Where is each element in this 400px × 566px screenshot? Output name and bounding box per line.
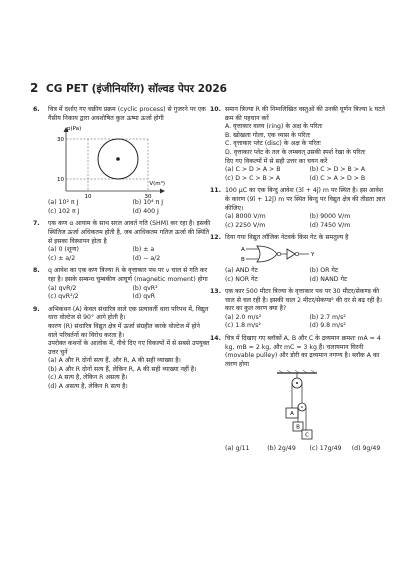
svg-text:A: A (290, 411, 294, 418)
y-tick-label: 30 (57, 137, 64, 144)
or-gate-icon (257, 246, 277, 262)
question-number: 10. (210, 106, 221, 113)
question-text: q आवेश का एक कण त्रिज्या R के वृत्ताकार पथ पर v चाल से गति कर रहा है। इसके सम्बन्ध चुम्बकीय आघूर्ण (magnetic moment) होगा (48, 267, 208, 283)
options (48, 246, 211, 263)
option-d: (d) NAND गेट (309, 275, 348, 283)
option-c: (c) 17g/49 (309, 445, 342, 453)
option-c: (c) qvR²/2 (48, 293, 79, 301)
option-a: (a) AND गेट (225, 266, 258, 274)
option-b: (b) 10⁴ π J (132, 199, 164, 207)
option-d: (d) 7450 V/m (309, 221, 351, 229)
y-axis-label: p(Pa) (67, 126, 82, 133)
instruction-text: उपरोक्त कथनों के आलोक में, नीचे दिए गए विकल्पों में से सबसे उपयुक्त उत्तर चुनें (48, 340, 210, 356)
option-c: (c) 102 π J (48, 207, 80, 215)
page-header (30, 81, 227, 96)
x-tick-label: 30 (144, 194, 152, 200)
option-b: (b) OR गेट (309, 266, 338, 274)
option-d: (d) C > A > D > B (309, 174, 366, 182)
x-axis-label: V(m³) (149, 181, 165, 188)
option-c: (c) ± a/2 (48, 254, 76, 262)
question-13 (210, 288, 388, 331)
options (225, 166, 388, 183)
option-a: (a) g/11 (225, 445, 250, 453)
question-8 (33, 267, 211, 301)
svg-text:Y: Y (311, 251, 315, 258)
option-c: (c) NOR गेट (225, 275, 258, 283)
option-d: (d) A असत्य है, लेकिन R सत्य है। (48, 383, 128, 391)
options (225, 213, 388, 230)
x-tick-label: 10 (84, 194, 92, 200)
reason-text: कारण (R) संधारित्र विद्युत क्षेत्र में ऊर्जा संग्रहीत करके वोल्टेज में होने वाले परिवर्तनों का विरोध करता है। (48, 322, 200, 339)
right-column (210, 106, 388, 454)
instruction-text: दिए गए विकल्पों में से सही उत्तर का चयन करें (225, 157, 328, 165)
options (225, 267, 388, 284)
question-9 (33, 306, 211, 392)
option-b: (b) 2g/49 (267, 445, 296, 453)
options (48, 199, 211, 216)
y-tick-label: 10 (57, 177, 64, 184)
list-item: B. खोखला गोला, एक व्यास के परितः (225, 131, 311, 139)
question-text: चित्र में दर्शाए गए चक्रीय प्रक्रम (cyclic process) से गुजरने पर एक गैसीय निकाय द्वारा अवशोषित कुल ऊष्मा ऊर्जा होगी (48, 106, 206, 122)
option-b: (b) 2.7 m/s² (309, 313, 346, 321)
list-item: A. वृत्ताकार वलय (ring) के अक्ष के परितः (225, 123, 323, 131)
not-gate-icon (287, 249, 295, 259)
question-number: 9. (33, 305, 40, 313)
question-text: दिया गया विद्युत लॉजिक नेटवर्क किस गेट के समतुल्य है (225, 234, 349, 242)
options (48, 285, 211, 302)
options (48, 357, 211, 391)
question-11 (210, 187, 388, 230)
question-10 (210, 106, 388, 183)
question-text: 100 μC का एक बिन्दु आवेश (3î + 4ĵ) m पर स्थित है। इस आवेश के कारण (9î + 12ĵ) m पर स्थित बिन्दु पर विद्युत क्षेत्र की तीव्रता ज्ञात कीजिए। (225, 187, 386, 212)
left-column (33, 106, 211, 392)
question-number: 8. (33, 267, 40, 275)
logic-gate-diagram (239, 244, 319, 266)
question-6 (33, 106, 211, 216)
option-c: (c) 1.8 m/s² (225, 322, 261, 330)
svg-text:B: B (296, 424, 300, 431)
pulley-diagram (269, 370, 339, 444)
option-a: (a) 2.0 m/s² (225, 313, 262, 321)
question-text: एक कार 500 मीटर त्रिज्या के वृत्ताकार पथ पर 30 मीटर/सेकण्ड की चाल से चल रही है। इसकी चाल 2 मीटर/सेकण्ड² की दर से बढ़ रही है। कार का कुल त्वरण क्या है? (225, 288, 382, 313)
option-d: (d) 9g/49 (351, 445, 381, 453)
question-12 (210, 234, 388, 284)
option-b: (b) 9000 V/m (309, 213, 351, 221)
option-a: (a) qvR/2 (48, 284, 77, 292)
option-d: (d) − a/2 (132, 254, 161, 262)
question-number: 12. (210, 234, 221, 242)
question-14 (210, 335, 388, 454)
option-b: (b) qvR² (132, 284, 158, 292)
question-text: समान त्रिज्या R की निम्नलिखित वस्तुओं की उनकी घूर्णन त्रिज्या k घटते क्रम की पहचान करें (225, 106, 385, 122)
question-number: 13. (210, 288, 221, 296)
option-b: (b) A और R दोनों सत्य हैं, लेकिन R, A की सही व्याख्या नहीं है। (48, 365, 197, 373)
option-d: (d) 400 J (132, 207, 159, 215)
list-item: C. वृत्ताकार प्लेट (disc) के अक्ष के परितः (225, 140, 321, 148)
page-title: CG PET (इंजीनियरिंग) सॉल्वड पेपर 2026 (46, 83, 227, 95)
question-number: 7. (33, 220, 40, 228)
option-b: (b) ± a (132, 246, 155, 254)
option-b: (b) C > D > B > A (309, 166, 366, 174)
option-d: (d) 9.8 m/s² (309, 322, 346, 330)
page-number: 2 (30, 81, 39, 95)
question-text: एक कण α आयाम के साथ सरल आवर्त गति (SHM) कर रहा है। इसकी स्थितिज ऊर्जा अधिकतम होती है, जब आधिकतम गतिज ऊर्जा की स्थिति से इसका विस्थापन होता है (48, 220, 211, 245)
option-a: (a) 0 (शून्य) (48, 246, 79, 254)
option-c: (c) A सत्य है, लेकिन R असत्य है। (48, 374, 128, 382)
list-item: D. वृत्ताकार प्लेट के तल के लम्बवत् उसकी स्पर्श रेखा के परितः (225, 148, 366, 156)
question-number: 6. (33, 106, 40, 113)
question-7 (33, 220, 211, 263)
option-a: (a) C > D > A > B (225, 166, 281, 174)
assertion-text: अभिकथन (A) केवल संधारित्र वाले एक प्रत्यावर्ती धारा परिपथ में, विद्युत धारा वोल्टेज से 90° आगे होती है। (48, 305, 209, 322)
question-text: चित्र में दिखाए गए ब्लॉकों A, B और C के द्रव्यमान क्रमशः mA = 4 kg, mB = 2 kg, और mC = 3 kg हैं। चलायमान घिरनी (movable pulley) और डोरी का द्रव्यमान नगण्य है। ब्लॉक A का त्वरण होगा (225, 335, 381, 368)
svg-text:C: C (305, 432, 309, 439)
cyclic-process-graph (52, 125, 172, 199)
svg-text:A: A (241, 246, 245, 253)
option-c: (c) D > C > B > A (225, 174, 281, 182)
question-number: 11. (210, 187, 221, 195)
question-number: 14. (210, 335, 221, 343)
options (225, 445, 388, 454)
options (225, 314, 388, 331)
option-d: (d) qvR (132, 293, 156, 301)
option-a: (a) A और R दोनों सत्य हैं, और R, A की सही व्याख्या है। (48, 357, 181, 365)
svg-text:B: B (241, 256, 245, 263)
option-a: (a) 8000 V/m (225, 213, 266, 221)
option-a: (a) 10² π J (48, 199, 79, 207)
option-c: (c) 2250 V/m (225, 221, 266, 229)
